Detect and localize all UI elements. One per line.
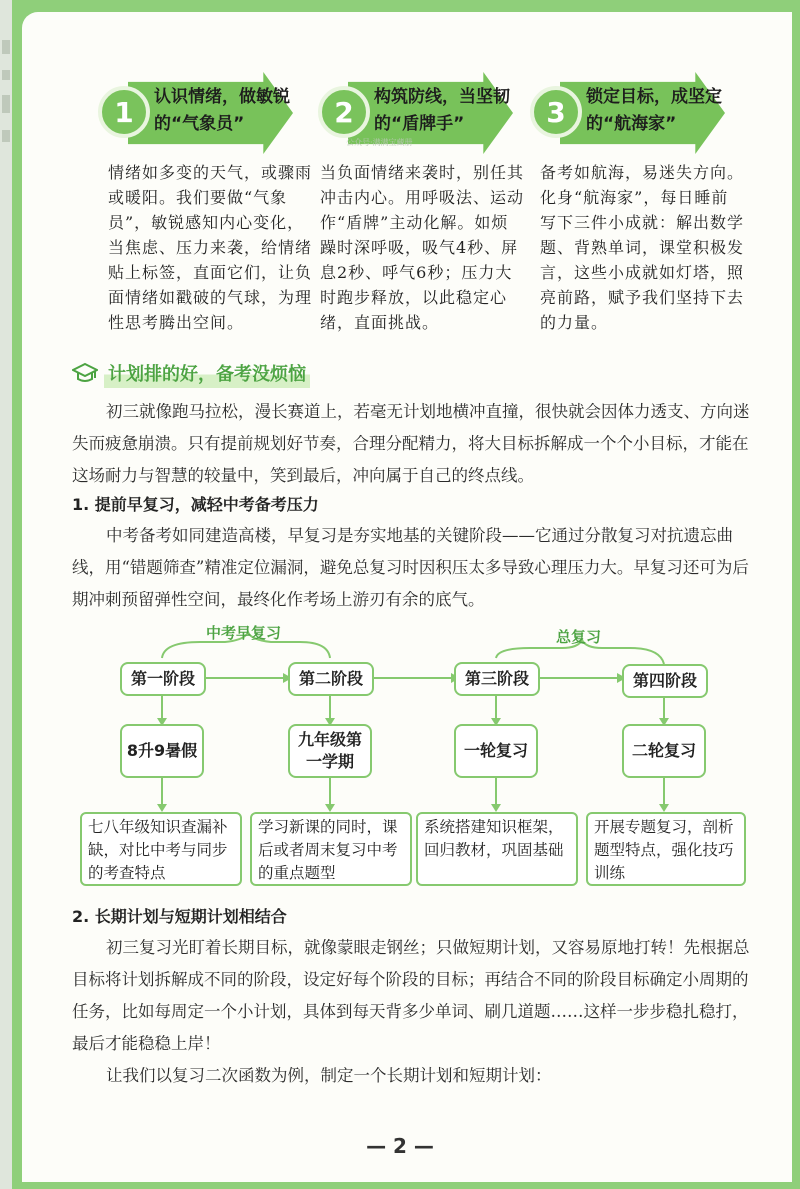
note-box-2: 学习新课的同时，课后或者周末复习中考的重点题型 [250,812,412,886]
note-box-4: 开展专题复习，剖析题型特点，强化技巧训练 [586,812,746,886]
subheading-1: 1. 提前早复习，减轻中考备考压力 [72,495,319,514]
group-label-final-review: 总复习 [556,628,602,646]
step-title: 认识情绪，做敏锐的“气象员” [154,87,290,134]
stage-box-2: 第二阶段 [288,662,374,696]
page-number: — 2 — [366,1134,434,1158]
intro-paragraph: 初三就像跑马拉松，漫长赛道上，若毫无计划地横冲直撞，很快就会因体力透支、方向迷失而疲惫崩溃。只有提前规划好节奏，合理分配精力，将大目标拆解成一个个小目标，才能在这场耐力与智慧的较量中，笑到最后，冲向属于自己的终点线。 [72,402,750,485]
note-box-3: 系统搭建知识框架，回归教材，巩固基础 [416,812,578,886]
period-box-2: 九年级第一学期 [288,724,372,778]
group-label-early-review: 中考早复习 [206,624,282,642]
step-title: 构筑防线，当坚韧的“盾牌手” [374,87,510,134]
note-box-1: 七八年级知识查漏补缺，对比中考与同步的考查特点 [80,812,242,886]
paragraph-1: 中考备考如同建造高楼，早复习是夯实地基的关键阶段——它通过分散复习对抗遗忘曲线，用“错题筛查”精准定位漏洞，避免总复习时因积压太多导致心理压力大。早复习还可为后期冲刺预留弹性空间，最终化作考场上游刃有余的底气。 [72,526,749,609]
step-number-badge: 1 [98,86,150,138]
column-text-2: 当负面情绪来袭时，别任其冲击内心。用呼吸法、运动作“盾牌”主动化解。如烦躁时深呼吸，吸气4秒、屏息2秒、呼气6秒；压力大时跑步释放，以此稳定心绪，直面挑战。 [320,163,525,332]
paragraph-2: 初三复习光盯着长期目标，就像蒙眼走钢丝；只做短期计划，又容易原地打转！先根据总目标将计划拆解成不同的阶段，设定好每个阶段的目标；再结合不同的阶段目标确定小周期的任务，比如每周定一个小计划，具体到每天背多少单词、刷几道题……这样一步步稳扎稳打，最后才能稳稳上岸！ [72,938,750,1053]
period-box-3: 一轮复习 [454,724,538,778]
step-number-badge: 2 [318,86,370,138]
stage-box-1: 第一阶段 [120,662,206,696]
section-title: 计划排的好，备考没烦恼 [104,358,310,388]
stage-box-4: 第四阶段 [622,664,708,698]
period-box-1: 8升9暑假 [120,724,204,778]
column-text-3: 备考如航海，易迷失方向。化身“航海家”，每日睡前写下三件小成就：解出数学题、背熟单词，课堂积极发言，这些小成就如灯塔，照亮前路，赋予我们坚持下去的力量。 [540,163,745,332]
watermark: 公众号·满满宝藏册 [346,138,413,147]
column-text-1: 情绪如多变的天气，或骤雨或暖阳。我们要做“气象员”，敏锐感知内心变化，当焦虑、压力来袭，给情绪贴上标签，直面它们，让负面情绪如戳破的气球，为理性思考腾出空间。 [108,163,313,332]
period-box-4: 二轮复习 [622,724,706,778]
paragraph-3: 让我们以复习二次函数为例，制定一个长期计划和短期计划： [106,1066,552,1085]
subheading-2: 2. 长期计划与短期计划相结合 [72,907,287,926]
step-title: 锁定目标，成坚定的“航海家” [586,87,722,134]
step-number-badge: 3 [530,86,582,138]
stage-box-3: 第三阶段 [454,662,540,696]
